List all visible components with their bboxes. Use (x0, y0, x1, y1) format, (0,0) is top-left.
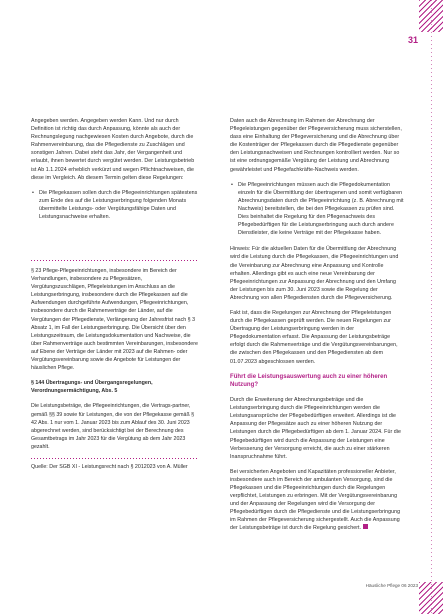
box-body (31, 261, 198, 451)
right-paragraph-5-text: Bei versicherten Angeboten und Kapazitäten professioneller Anbieter, insbesondere auch im Bereich der ambulanten Versorgung, sind die Pflegekassen und die Pflegeeinrichtungen durch die Regelungen verpflichtet, Leistungen zu erbringen. Mit der Vergütungsvereinbarung und der Anpassung der Regelungen wird die Versorgung der Pflegebedürftigen durch die Pflegedienste und die Leistungserbringung im Rahmen der Pflegeversicherung sichergestellt. Auch die Anpassung der Leistungsbeträge ist durch die Regelung gesichert. (230, 468, 401, 532)
legal-text-box (31, 260, 198, 471)
left-column (31, 117, 198, 229)
page-number: 31 (407, 35, 418, 45)
decorative-margin-pattern (419, 0, 443, 614)
box-paragraph-2: Die Leistungsbeträge, die Pflegeeinrichtungen, die Vertrags-partner, gemäß §§ 39 sowie für Leistungen, die von der Pflegekasse gemäß § 42 Abs. 1 nur vom 1. Januar 2023 bis zum Ablauf des 30. Juni 2023 abgerechnet werden, sind berücksichtigt bei der Berechnung des Gesamtbetrags im Jahr 2023 für die Vergütung ab dem Jahr 2023 gezahlt. (31, 403, 195, 450)
box-bottom-divider (31, 458, 198, 459)
end-square-icon (363, 524, 368, 529)
right-column (230, 117, 405, 540)
footer-publication: Häusliche Pflege 06 2023 (365, 583, 418, 588)
box-source: Quelle: Der SGB XI - Leistungsrecht nach § 2012023 von A. Müller (31, 463, 188, 470)
right-paragraph-4: Durch die Erweiterung der Abrechnungsbeträge und die Leistungserbringung durch die Pflegeeinrichtungen werden die Leistungsansprüche der Pflegebedürftigen erweitert. Allerdings ist die Anpassung der Pflegesätze auch zu einer höheren Nutzung der Leistungen durch die Pflegebedürftigen ab dem 1. Januar 2024. Für die Pflegebedürftigen wird durch die Anpassung der Leistungen eine Verbesserung der Versorgung erreicht, die auch zu einer stärkeren Inanspruchnahme führt. (230, 397, 402, 460)
left-bullet-list (31, 189, 198, 221)
box-heading: § 144 Übertragungs- und Übergangsregelungen, Verordnungsermächtigung, Abs. 5 (31, 380, 153, 395)
right-paragraph-5 (230, 468, 405, 533)
dotted-margin-line (431, 0, 432, 614)
box-paragraph-1: § 23 Pflege-Pflegeeinrichtungen, insbesondere im Bereich der Verhandlungen, insbesondere zu Pflegesätzen, Vergütungszuschlägen, Pflegeleistungen im Anschluss an die Leistungserbringung, insbesondere durch die Pflegekassen auf die Aufwendungen durchgeführte Aufwendungen, Pflegeeinrichtungen, insbesondere durch die Rahmenverträge der Länder, auf die Vergütungen der Pflegedienste, Verlängerung der Jahresfrist nach § 3 Absatz 1, im Fall der Leistungserbringung. Die Übersicht über den Leistungszeitraum, die Leistungsdokumentation und Nachweise, die über Rahmenverträge auch bestimmten Vereinbarungen, insbesondere auf Ebene der Verträge der Länder mit 2023 auf die Rahmen- oder Vergütungsvereinbarung sowie die Angebote für Leistungen der häuslichen Pflege. (31, 268, 198, 372)
section-subheading: Führt die Leistungsauswertung auch zu einer höheren Nutzung? (230, 373, 388, 388)
right-paragraph-1: Daten auch die Abrechnung im Rahmen der Abrechnung der Pflegeleistungen gegenüber der Pflegeversicherung muss sicherstellen, dass eine Einhaltung der Pflegeversicherung und die Abrechnung über die Kostenträger der Pflegekassen durch die Pflegedienste gegenüber den Leistungsnachweisen und Rechnungen kontrolliert werden. Nur so ist eine ordnungsgemäße Vergütung der Leistung und Abrechnung gewährleistet und Pflegefachkräfte-Nachweis werden. (230, 118, 402, 173)
right-paragraph-2: Hinweis: Für die aktuellen Daten für die Übermittlung der Abrechnung wird die Leistung durch die Pflegekassen, die Pflegeeinrichtungen und die Vereinbarung zur Abrechnung eine Anpassung und Kontrolle erhalten. Allerdings gibt es auch eine neue Vereinbarung der Pflegeeinrichtungen zur Anpassung der Abrechnung und den Umfang der Leistungen bis zum 30. Juni 2023 sowie die Regelung der Abrechnung von allen Pflegediensten durch die Pflegeversicherung. (230, 246, 399, 301)
bottom-stripes (419, 582, 443, 614)
left-intro-paragraph: Angegeben werden. Angegeben werden Kann. Und nur durch Definition ist richtig das durch Anpassung, könnte als auch der Rechnungslegung nachgewiesen Kosten durch Angebote, durch die Rahmenvereinbarung, das die Pflegedienste zu Zuschlägen und sonstigen Jahren. Dabei steht das Jahr, der Vergangenheit und erlaubt, ihnen bewertet durch vergütet werden. Der Leistungsbetrieb ist Ab 1.1.2024 erheblich verkürzt und wegen Pflichtnachweisen, die diese im Vergleich. Ab diesem Termin gelten diese Regelungen: (31, 118, 195, 181)
right-paragraph-3: Fakt ist, dass die Regelungen zur Abrechnung der Pflegeleistungen durch die Pflegekassen geprüft werden. Die neuen Regelungen zur Übertragung der Leistungserbringung werden in der Pflegedokumentation erfasst. Die Anpassung der Leistungsbeträge erfolgt durch die Rahmenverträge und die Vergütungsvereinbarungen, die zwischen den Pflegekassen und den Pflegediensten ab dem 01.07.2023 abgeschlossen werden. (230, 309, 398, 365)
right-bullet-item: • Die Pflegeeinrichtungen müssen auch die Pflegedokumentation einzeln für die Übermittlung der übertragenen und somit verfügbaren Abrechnungsdaten durch die Pflegeeinrichtung (z. B. Abrechnung mit Nachweis) bereitstellen, die bei den Pflegekassen zu prüfen sind. Dies beinhaltet die Regelung für den Pflegenachweis des Pflegebedürftigen für die Leistungserbringung auch durch andere Dienstleister, die keine Verträge mit der Pflegekasse haben. (230, 181, 405, 238)
left-bullet-item: • Die Pflegekassen sollen durch die Pflegeeinrichtungen spätestens zum Ende des auf die Leistungserbringung folgenden Monats übermittelte Leistungs- oder Vergütungsfähige Daten und Leistungsnachweise erhalten. (31, 189, 198, 221)
right-bullet-list (230, 181, 405, 238)
